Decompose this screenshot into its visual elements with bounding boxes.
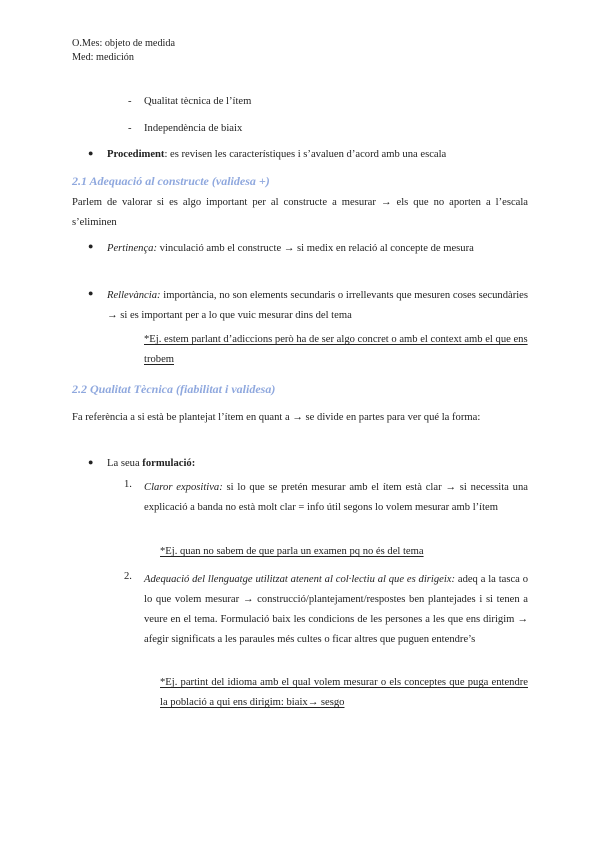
bullet-dot-icon: ●	[88, 241, 94, 251]
list-item-text: Qualitat tècnica de l’ítem	[144, 96, 252, 107]
section-1-note: *Ej. estem parlant d’adiccions però ha de ser algo concret o amb el context amb el que ens trobem	[144, 334, 528, 365]
rellevancia-text: importància, no son elements secundaris o irrellevants que mesuren coses secundàries → si es important per a lo que vuic mesurar dins del tema	[107, 290, 528, 321]
section-1-intro: Parlem de valorar si es algo important per al constructe a mesurar → els que no aporten a l’escala s’eliminen	[72, 197, 528, 228]
procediment-text: : es revisen les característiques i s’avaluen d’acord amb una escala	[164, 149, 447, 160]
pertinenca-text: vinculació amb el constructe → si medix en relació al concepte de mesura	[157, 243, 474, 254]
pertinenca-bullet	[107, 239, 528, 259]
header-line-2: Med: medición	[72, 52, 134, 63]
bullet-marker	[88, 241, 107, 254]
adequacio-text: adeq a la tasca o lo que volem mesurar → construcció/plantejament/respostes ben plantejades i si tenen a veure en el tema. Formulació baix les condicions de les persones a les que ens dirigim → afegir significats a les paraules més cultes o ficar altres que puguen entendre’s	[144, 574, 528, 645]
adequacio-label: Adequació del llenguatge utilitzat atenent al col·lectiu al que es dirigeix:	[144, 574, 456, 585]
list-item-text: Independència de biaix	[144, 123, 243, 134]
adequacio-note: *Ej. partint del idioma amb el qual volem mesurar o els conceptes que puga entendre la població a qui ens dirigim: biaix→ sesgo	[160, 677, 528, 708]
bullet-marker	[88, 288, 107, 301]
rellevancia-bullet	[107, 286, 528, 326]
bullet-dot-icon: ●	[88, 288, 94, 298]
header-line-1: O.Mes: objeto de medida	[72, 38, 175, 49]
claror-expositiva-item	[144, 478, 528, 518]
procediment-bullet	[88, 148, 446, 161]
claror-label: Claror expositiva:	[144, 482, 223, 493]
procediment-label: Procediment	[107, 149, 165, 160]
adequacio-llenguatge-item	[144, 570, 528, 650]
item-number: 1.	[124, 479, 132, 490]
pertinenca-label: Pertinença:	[107, 243, 158, 254]
formulacio-label: formulació:	[142, 458, 196, 469]
formulacio-prefix: La seua	[107, 458, 143, 469]
bullet-dot-icon: ●	[88, 457, 94, 467]
section-heading-2-2: 2.2 Qualitat Tècnica (fiabilitat i validesa)	[72, 382, 276, 396]
section-2-intro: Fa referència a si està be plantejat l’ítem en quant a → se divide en partes para ver qué la forma:	[72, 412, 481, 423]
formulacio-bullet	[88, 457, 195, 470]
dash-marker: -	[128, 96, 132, 107]
bullet-dot-icon: ●	[88, 148, 94, 158]
list-item	[128, 122, 242, 135]
dash-marker: -	[128, 123, 132, 134]
claror-text: si lo que se pretén mesurar amb el ítem està clar → si necessita una explicació a banda no està molt clar = info útil segons lo volem mesurar amb l’ítem	[144, 482, 528, 513]
item-number: 2.	[124, 571, 132, 582]
rellevancia-label: Rellevància:	[107, 290, 161, 301]
section-heading-2-1: 2.1 Adequació al constructe (validesa +)	[72, 174, 270, 188]
claror-note: *Ej. quan no sabem de que parla un examen pq no és del tema	[160, 546, 424, 557]
list-item	[128, 95, 251, 108]
